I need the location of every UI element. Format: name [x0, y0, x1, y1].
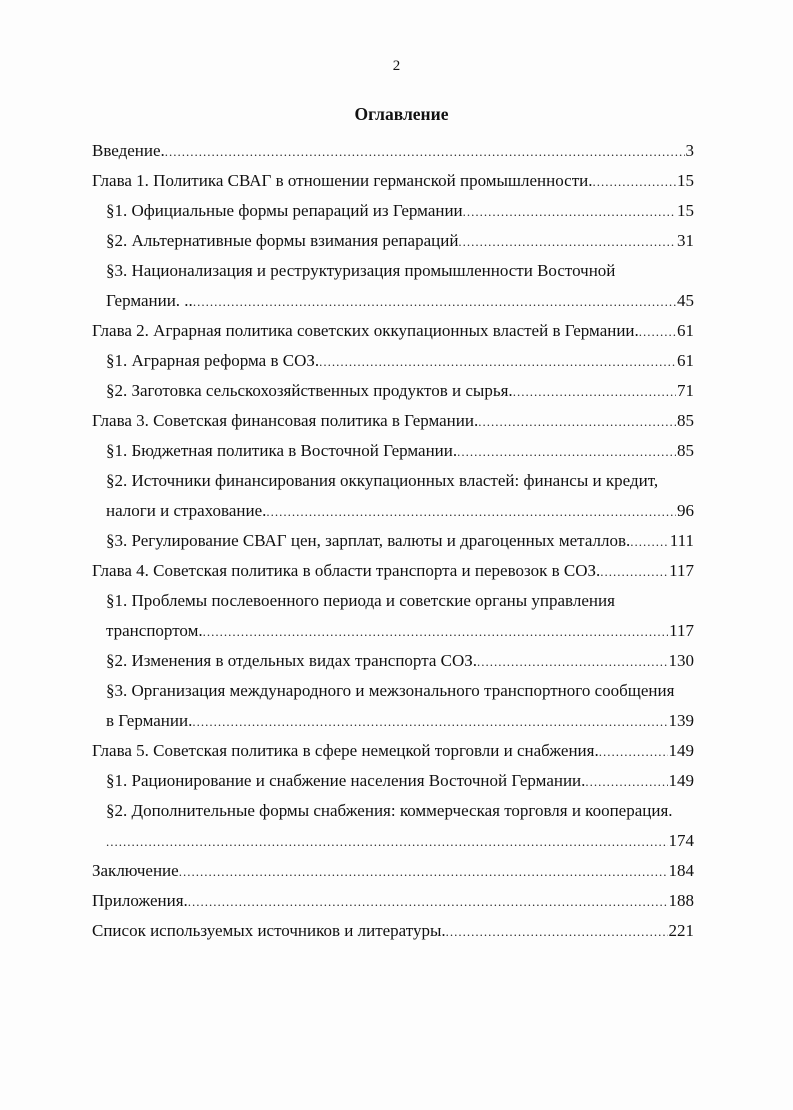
- toc-line[interactable]: [92, 646, 694, 676]
- dot-leader: [600, 556, 668, 587]
- toc-section-entry[interactable]: [92, 436, 694, 466]
- toc-page-number: 61: [677, 321, 694, 340]
- toc-line[interactable]: [92, 736, 694, 766]
- toc-section-entry[interactable]: [92, 226, 694, 256]
- toc-entry-title: Список используемых источников и литературы.: [92, 921, 446, 940]
- toc-page-number: 188: [668, 891, 694, 910]
- toc-line[interactable]: [92, 526, 694, 556]
- toc-line[interactable]: [92, 286, 694, 316]
- toc-section-entry[interactable]: [92, 256, 694, 316]
- dot-leader: [179, 856, 668, 887]
- toc-entry-title: §1. Бюджетная политика в Восточной Германии.: [106, 441, 458, 460]
- toc-section-entry[interactable]: [92, 376, 694, 406]
- toc-page-number: 139: [668, 711, 694, 730]
- toc-page-number: 174: [668, 831, 694, 850]
- toc-line: [92, 676, 694, 706]
- toc-entry-title: Приложения.: [92, 891, 188, 910]
- dot-leader: [319, 346, 676, 377]
- dot-leader: [599, 736, 668, 767]
- dot-leader: [446, 916, 668, 947]
- toc-section-entry[interactable]: [92, 586, 694, 646]
- toc-line[interactable]: [92, 136, 694, 166]
- dot-leader: [165, 136, 685, 167]
- toc-entry-title: §1. Аграрная реформа в СОЗ.: [106, 351, 320, 370]
- toc-line[interactable]: [92, 556, 694, 586]
- toc-line[interactable]: [92, 226, 694, 256]
- toc-title: Оглавление: [354, 104, 449, 124]
- toc-entry-title: §1. Рационирование и снабжение населения Восточной Германии.: [106, 771, 586, 790]
- dot-leader: [513, 376, 676, 407]
- toc-entry-title: §2. Альтернативные формы взимания репараций: [106, 231, 459, 250]
- toc-entry-title: Глава 1. Политика СВАГ в отношении германской промышленности.: [92, 171, 593, 190]
- dot-leader: [477, 646, 667, 677]
- toc-entry-title: Заключение: [92, 861, 179, 880]
- toc-line[interactable]: [92, 886, 694, 916]
- page-number: 2: [392, 58, 401, 74]
- dot-leader: [585, 766, 667, 797]
- toc-section-entry[interactable]: [92, 676, 694, 736]
- toc-section-entry[interactable]: [92, 766, 694, 796]
- toc-line[interactable]: [92, 496, 694, 526]
- toc-page-number: 15: [677, 201, 694, 220]
- toc-page-number: 111: [669, 531, 694, 550]
- toc-section-entry[interactable]: [92, 646, 694, 676]
- toc-chapter-entry[interactable]: [92, 856, 694, 886]
- toc-entry-title: налоги и страхование.: [106, 501, 267, 520]
- toc-entry-title: Глава 5. Советская политика в сфере немецкой торговли и снабжения.: [92, 741, 599, 760]
- toc-chapter-entry[interactable]: [92, 736, 694, 766]
- toc-line[interactable]: [92, 766, 694, 796]
- toc-entry-title: Глава 2. Аграрная политика советских оккупационных властей в Германии.: [92, 321, 639, 340]
- toc-line: [92, 256, 694, 286]
- toc-line: [92, 586, 694, 616]
- toc-page-number: 117: [669, 561, 694, 580]
- toc-section-entry[interactable]: [92, 196, 694, 226]
- toc-line: [92, 796, 694, 826]
- toc-line[interactable]: [92, 826, 694, 856]
- dot-leader: [188, 886, 668, 917]
- toc-line: [92, 466, 694, 496]
- toc-line[interactable]: [92, 166, 694, 196]
- toc-page-number: 149: [668, 741, 694, 760]
- toc-entry-title: в Германии.: [106, 711, 193, 730]
- toc-entry-title: §2. Изменения в отдельных видах транспорта СОЗ.: [106, 651, 478, 670]
- toc-section-entry[interactable]: [92, 796, 694, 856]
- toc-chapter-entry[interactable]: [92, 136, 694, 166]
- dot-leader: [203, 616, 669, 647]
- toc-line[interactable]: [92, 346, 694, 376]
- dot-leader: [193, 286, 676, 317]
- toc-entry-title: Германии. ..: [106, 291, 193, 310]
- toc-entry-title: §2. Заготовка сельскохозяйственных продуктов и сырья.: [106, 381, 513, 400]
- toc-chapter-entry[interactable]: [92, 886, 694, 916]
- toc-section-entry[interactable]: [92, 526, 694, 556]
- toc-entry-title: §3. Регулирование СВАГ цен, зарплат, валюты и драгоценных металлов.: [106, 531, 631, 550]
- toc-line[interactable]: [92, 856, 694, 886]
- toc-line[interactable]: [92, 376, 694, 406]
- dot-leader: [266, 496, 676, 527]
- dot-leader: [592, 166, 676, 197]
- toc-chapter-entry[interactable]: [92, 166, 694, 196]
- toc-line[interactable]: [92, 196, 694, 226]
- toc-entry-title: §3. Национализация и реструктуризация промышленности Восточной: [106, 261, 616, 280]
- toc-page-number: 85: [677, 411, 694, 430]
- toc-section-entry[interactable]: [92, 346, 694, 376]
- toc-entry-title: Введение.: [92, 141, 165, 160]
- dot-leader: [106, 826, 668, 857]
- toc-entry-title: Глава 4. Советская политика в области транспорта и перевозок в СОЗ.: [92, 561, 601, 580]
- dot-leader: [458, 226, 676, 257]
- toc-chapter-entry[interactable]: [92, 406, 694, 436]
- toc-entry-title: §2. Источники финансирования оккупационных властей: финансы и кредит,: [106, 471, 659, 490]
- toc-page-number: 45: [677, 291, 694, 310]
- toc-page-number: 85: [677, 441, 694, 460]
- toc-page-number: 15: [677, 171, 694, 190]
- toc-page-number: 117: [669, 621, 694, 640]
- toc-line[interactable]: [92, 916, 694, 946]
- toc-line[interactable]: [92, 436, 694, 466]
- toc-entry-title: §1. Проблемы послевоенного периода и советские органы управления: [106, 591, 615, 610]
- toc-page-number: 130: [668, 651, 694, 670]
- toc-line[interactable]: [92, 316, 694, 346]
- toc-page-number: 221: [668, 921, 694, 940]
- toc-line[interactable]: [92, 706, 694, 736]
- dot-leader: [478, 406, 676, 437]
- toc-page-number: 71: [677, 381, 694, 400]
- toc-chapter-entry[interactable]: [92, 916, 694, 946]
- toc-entry-title: §3. Организация международного и межзонального транспортного сообщения: [106, 681, 675, 700]
- toc-page-number: 184: [668, 861, 694, 880]
- toc-page-number: 3: [685, 141, 694, 160]
- toc-line[interactable]: [92, 616, 694, 646]
- dot-leader: [463, 196, 676, 227]
- toc-entry-title: Глава 3. Советская финансовая политика в Германии.: [92, 411, 479, 430]
- toc-chapter-entry[interactable]: [92, 316, 694, 346]
- toc-entry-title: §1. Официальные формы репараций из Германии: [106, 201, 463, 220]
- toc-page-number: 96: [677, 501, 694, 520]
- toc-section-entry[interactable]: [92, 466, 694, 526]
- toc-entry-title: транспортом.: [106, 621, 203, 640]
- toc-chapter-entry[interactable]: [92, 556, 694, 586]
- toc-entry-title: §2. Дополнительные формы снабжения: коммерческая торговля и кооперация.: [106, 801, 673, 820]
- dot-leader: [192, 706, 667, 737]
- dot-leader: [457, 436, 676, 467]
- dot-leader: [639, 316, 676, 347]
- dot-leader: [630, 526, 668, 557]
- toc-page-number: 61: [677, 351, 694, 370]
- toc-page-number: 31: [677, 231, 694, 250]
- toc-line[interactable]: [92, 406, 694, 436]
- table-of-contents: [92, 136, 694, 946]
- toc-page-number: 149: [668, 771, 694, 790]
